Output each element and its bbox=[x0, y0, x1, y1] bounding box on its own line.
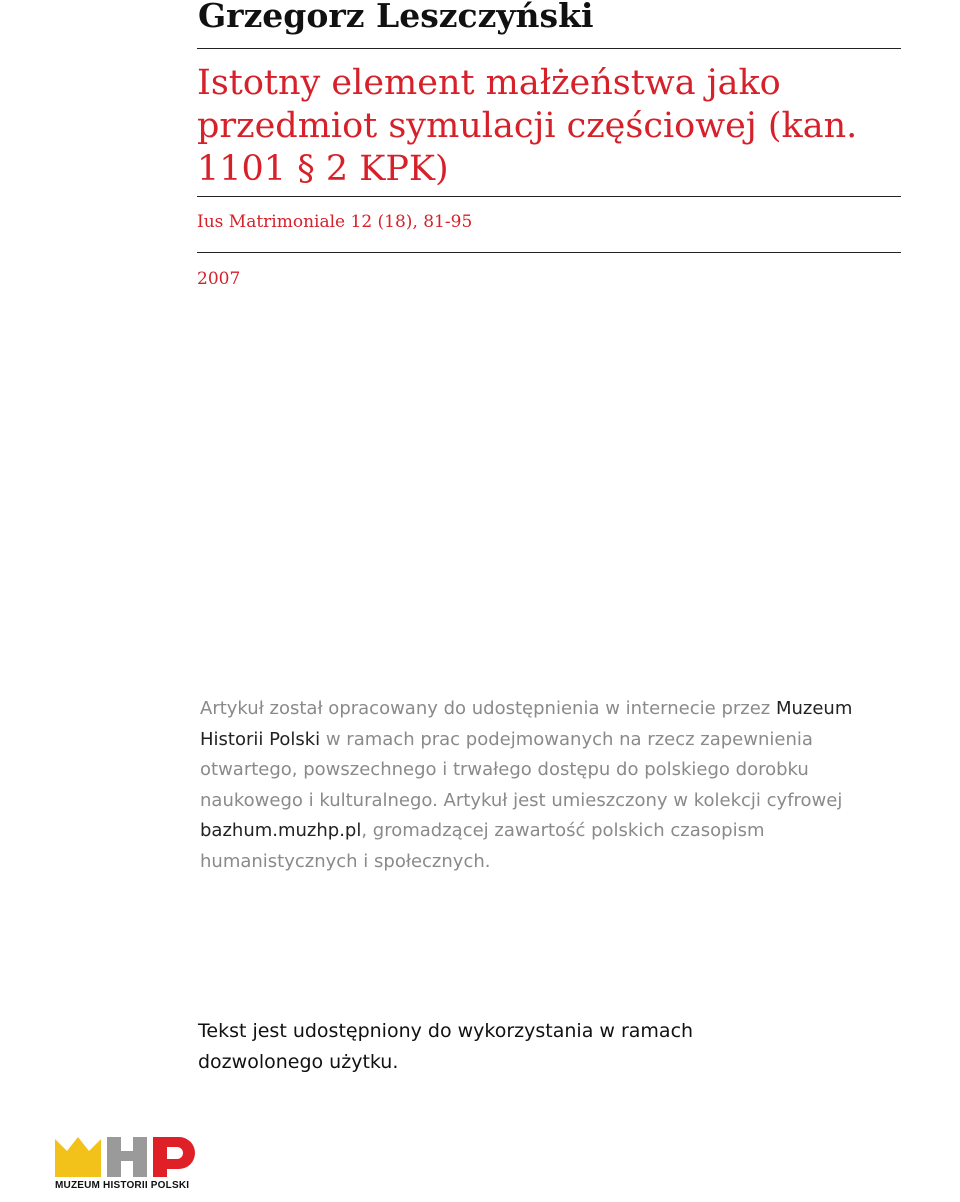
article-title: Istotny element małżeństwa jako przedmiot symulacji częściowej (kan. 1101 § 2 KPK) bbox=[197, 63, 858, 189]
journal-citation: Ius Matrimoniale 12 (18), 81-95 bbox=[197, 212, 473, 232]
author-name: Grzegorz Leszczyński bbox=[198, 0, 594, 35]
divider bbox=[197, 196, 901, 197]
logo-h-shape bbox=[107, 1137, 147, 1177]
divider bbox=[197, 48, 901, 49]
logo-caption: MUZEUM HISTORII POLSKI bbox=[55, 1180, 190, 1191]
notice-text: , gromadzącej zawartość polskich czasopism humanistycznych i społecznych. bbox=[200, 820, 765, 872]
site-link[interactable]: bazhum.muzhp.pl bbox=[200, 820, 362, 841]
publication-year: 2007 bbox=[197, 269, 241, 289]
divider bbox=[197, 252, 901, 253]
notice-text: w ramach prac podejmowanych na rzecz zapewnienia otwartego, powszechnego i trwałego dostępu do polskiego dorobku naukowego i kulturalnego. Artykuł jest umieszczony w kolekcji cyfrowej bbox=[200, 728, 843, 811]
logo-p-shape bbox=[153, 1137, 195, 1177]
museum-name: Muzeum Historii Polski bbox=[200, 698, 853, 750]
notice-text: Artykuł został opracowany do udostępnienia w internecie przez bbox=[200, 698, 776, 719]
logo-m-shape bbox=[55, 1137, 101, 1177]
usage-note: Tekst jest udostępniony do wykorzystania w ramach dozwolonego użytku. bbox=[198, 1020, 694, 1073]
digitization-notice bbox=[200, 694, 900, 877]
